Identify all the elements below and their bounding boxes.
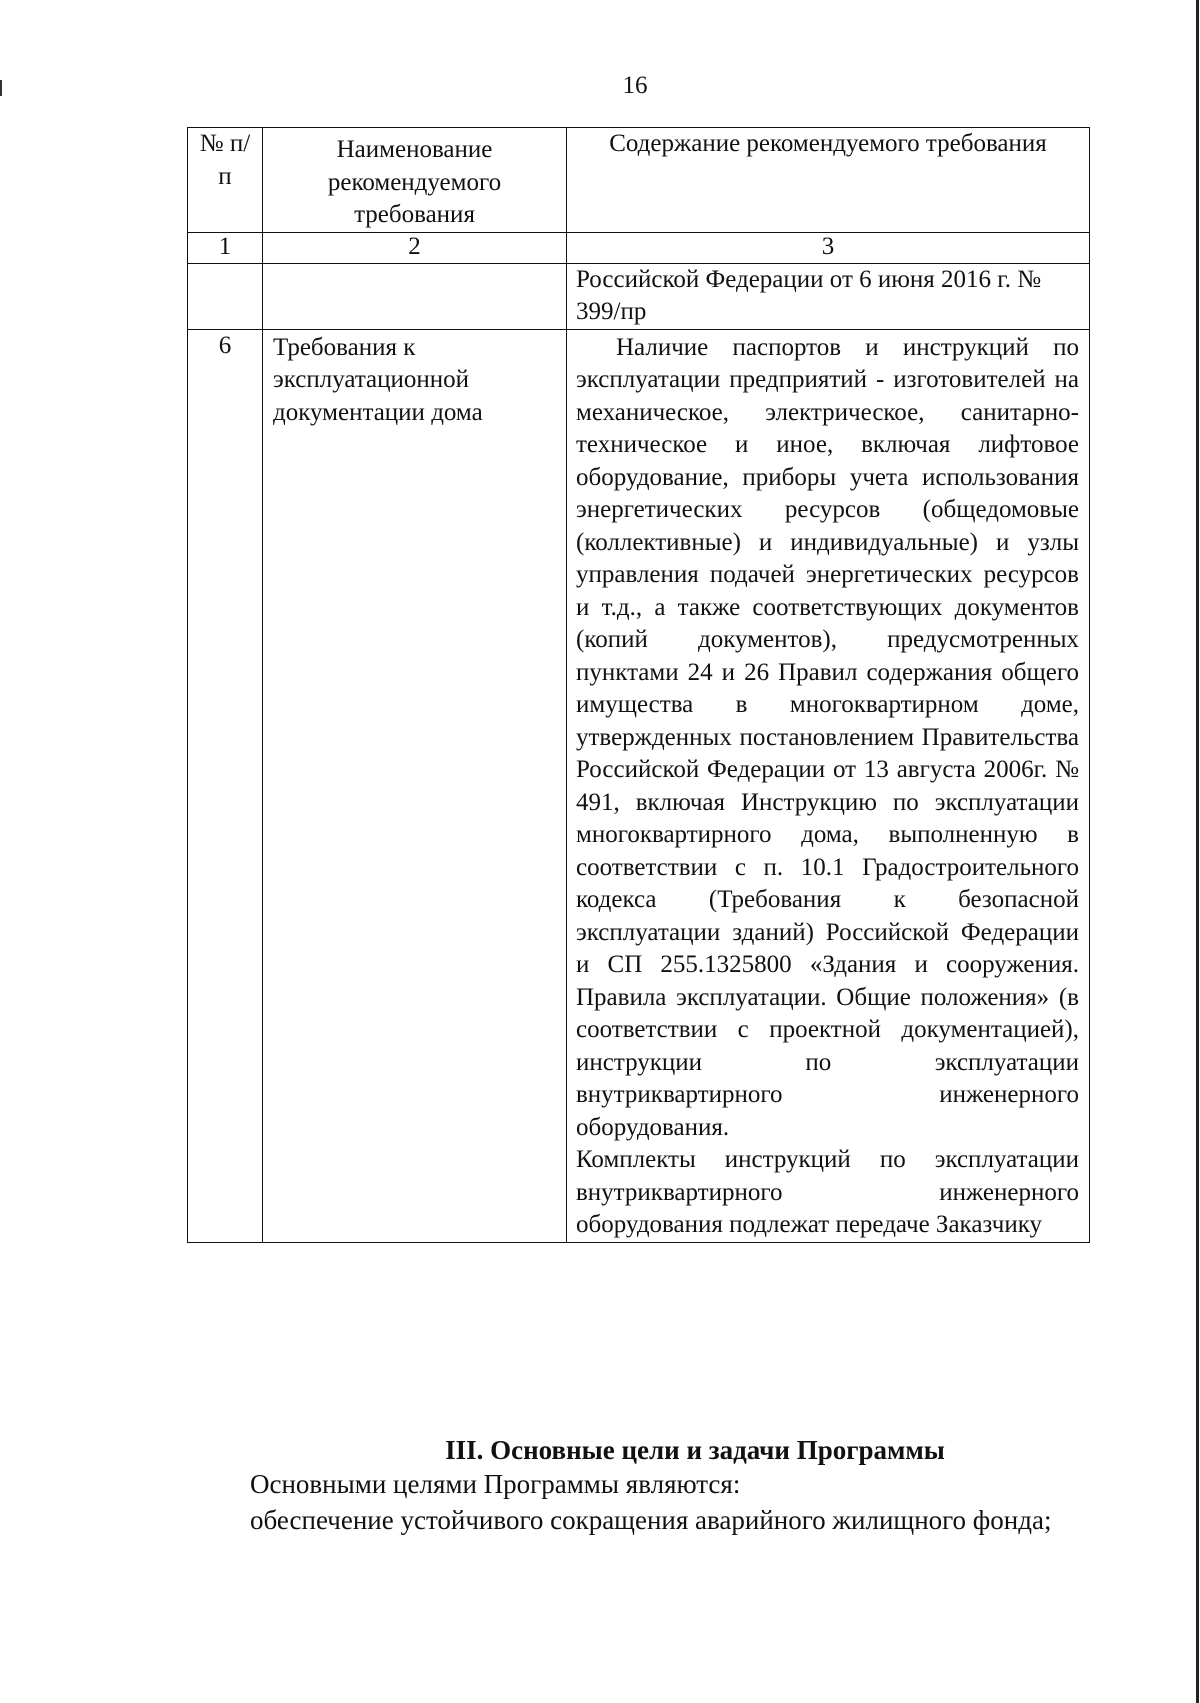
- table-header-row: [188, 128, 1090, 233]
- column-number-row: [188, 232, 1090, 263]
- table-row: [188, 329, 1090, 1242]
- page-number: 16: [622, 72, 648, 99]
- row-number: 6: [188, 329, 263, 1242]
- table-row-continuation: [188, 263, 1090, 329]
- header-name: Наименование рекомендуемого требования: [263, 128, 567, 233]
- continuation-name-cell: [263, 263, 567, 329]
- row-name: Требования к эксплуатационной документации дома: [263, 329, 567, 1242]
- continuation-content-cell: Российской Федерации от 6 июня 2016 г. № 399/пр: [567, 263, 1090, 329]
- column-number-1: 1: [188, 232, 263, 263]
- body-paragraph: Основными целями Программы являются:: [250, 1469, 741, 1499]
- section-title: III. Основные цели и задачи Программы: [445, 1435, 945, 1465]
- column-number-2: 2: [263, 232, 567, 263]
- continuation-number-cell: [188, 263, 263, 329]
- body-paragraph: обеспечение устойчивого сокращения аварийного жилищного фонда;: [250, 1505, 1052, 1535]
- row-content-paragraph: Наличие паспортов и инструкций по эксплуатации предприятий - изготовителей на механическое, электрическое, санитарно-техническое и иное, включая лифтовое оборудование, приборы учета использования энергетических ресурсов (общедомовые (коллективные) и индивидуальные) и узлы управления подачей энергетических ресурсов и т.д., а также соответствующих документов (копий документов), предусмотренных пунктами 24 и 26 Правил содержания общего имущества в многоквартирном доме, утвержденных постановлением Правительства Российской Федерации от 13 августа 2006г. № 491, включая Инструкцию по эксплуатации многоквартирного дома, выполненную в соответствии с п. 10.1 Градостроительного кодекса (Требования к безопасной эксплуатации зданий) Российской Федерации и СП 255.1325800 «Здания и сооружения. Правила эксплуатации. Общие положения» (в соответствии с проектной документацией), инструкции по эксплуатации внутриквартирного инженерного оборудования.: [576, 333, 1079, 1141]
- column-number-3: 3: [567, 232, 1090, 263]
- row-content-paragraph: Комплекты инструкций по эксплуатации внутриквартирного инженерного оборудования подлежат передаче Заказчику: [576, 1146, 1079, 1238]
- row-content: [567, 329, 1090, 1242]
- requirements-table: [187, 127, 1090, 1243]
- header-number: № п/п: [188, 128, 263, 233]
- header-content: Содержание рекомендуемого требования: [567, 128, 1090, 233]
